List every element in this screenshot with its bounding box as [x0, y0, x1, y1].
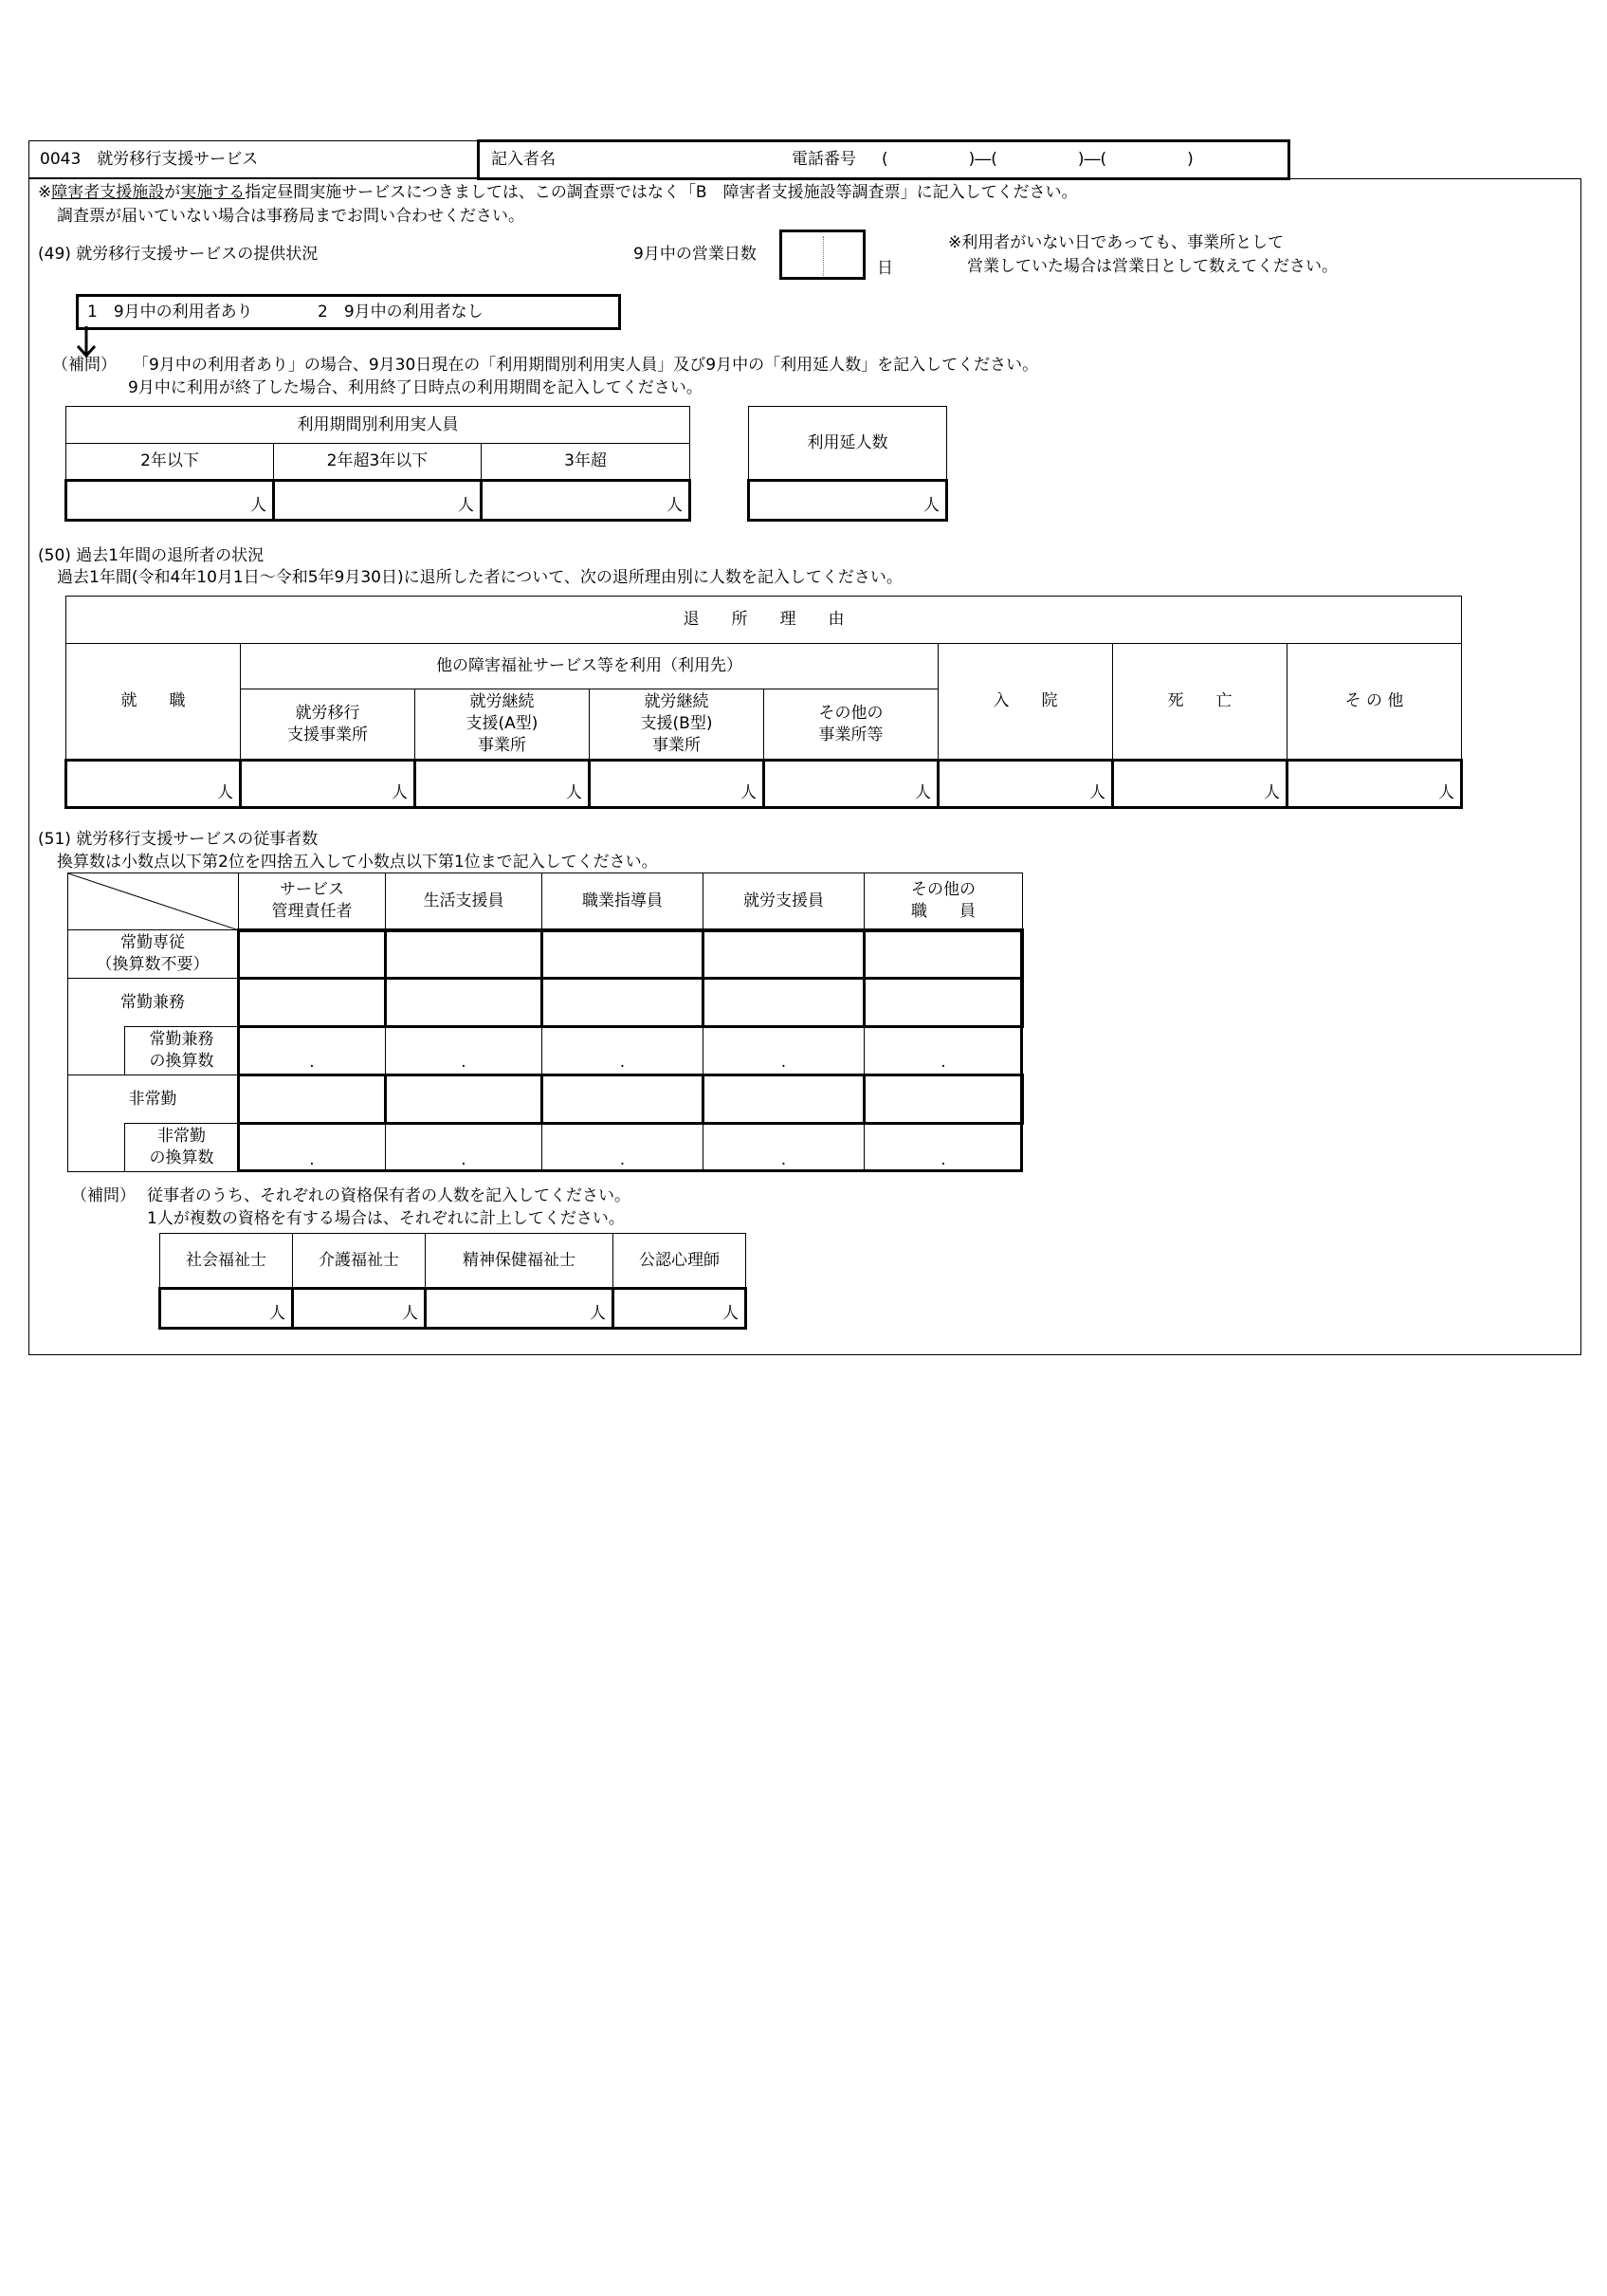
notice-line-1: ※障害者支援施設が実施する指定昼間実施サービスにつきましては、この調査票ではなく「B 障害者支援施設等調査票」に記入してください。	[38, 183, 1078, 202]
q51-fulltime-input-3[interactable]	[542, 930, 703, 979]
q51-col-other-staff: その他の 職 員	[865, 873, 1023, 930]
q51-concurrent-conv-input-3[interactable]: .	[542, 1027, 703, 1075]
down-arrow-icon	[74, 326, 99, 358]
phone-format[interactable]: ( )―( )―( )	[882, 150, 1194, 169]
q50-input-hospital[interactable]: 人	[939, 761, 1113, 808]
q51-indent-cell-1	[68, 1027, 125, 1075]
diagonal-line-icon	[68, 873, 239, 930]
q50-table	[64, 596, 1463, 809]
q50-col-death: 死 亡	[1113, 644, 1287, 761]
q51-row-parttime-conv: 非常勤 の換算数	[125, 1124, 239, 1172]
q51-table	[67, 872, 1024, 1172]
q51-parttime-conv-input-1[interactable]: .	[239, 1124, 386, 1172]
period-col-2: 2年超3年以下	[274, 444, 482, 481]
qual-col-social-worker: 社会福祉士	[160, 1234, 293, 1289]
q49-note-1: ※利用者がいない日であっても、事業所として	[948, 233, 1285, 252]
period-input-3[interactable]: 人	[482, 481, 690, 521]
q50-input-sub-4[interactable]: 人	[764, 761, 939, 808]
q51-row-fulltime: 常勤専従 （換算数不要）	[68, 930, 239, 979]
q51-parttime-conv-input-5[interactable]: .	[865, 1124, 1023, 1172]
form-code-title: 0043 就労移行支援サービス	[40, 150, 259, 169]
q51-fulltime-input-4[interactable]	[703, 930, 865, 979]
recorder-name-input[interactable]	[569, 145, 782, 175]
q51-parttime-input-3[interactable]	[542, 1075, 703, 1124]
qual-input-3[interactable]: 人	[426, 1289, 613, 1329]
q51-parttime-input-1[interactable]	[239, 1075, 386, 1124]
q51-col-service-manager: サービス 管理責任者	[239, 873, 386, 930]
q51-supp-1: 従事者のうち、それぞれの資格保有者の人数を記入してください。	[147, 1186, 630, 1205]
q51-parttime-conv-input-4[interactable]: .	[703, 1124, 865, 1172]
q50-col-hospital: 入 院	[939, 644, 1113, 761]
q49-supp-label: （補問）	[52, 356, 117, 375]
qual-col-psych-social-worker: 精神保健福祉士	[426, 1234, 613, 1289]
q50-col-other: そ の 他	[1287, 644, 1462, 761]
q49-title: (49) 就労移行支援サービスの提供状況	[38, 245, 319, 264]
q49-days-unit: 日	[877, 259, 893, 278]
q51-row-concurrent-conv: 常勤兼務 の換算数	[125, 1027, 239, 1075]
q51-col-vocational: 職業指導員	[542, 873, 703, 930]
q51-concurrent-input-2[interactable]	[386, 979, 542, 1027]
period-input-2[interactable]: 人	[274, 481, 482, 521]
qual-input-1[interactable]: 人	[160, 1289, 293, 1329]
q50-input-other[interactable]: 人	[1287, 761, 1462, 808]
q51-concurrent-conv-input-4[interactable]: .	[703, 1027, 865, 1075]
q50-sub-col-1: 就労移行 支援事業所	[241, 689, 415, 761]
q51-qualification-table	[158, 1233, 747, 1330]
qual-input-4[interactable]: 人	[613, 1289, 746, 1329]
qual-col-care-worker: 介護福祉士	[293, 1234, 426, 1289]
recorder-label: 記入者名	[491, 150, 556, 169]
q51-col-employment-support: 就労支援員	[703, 873, 865, 930]
q51-supp-2: 1人が複数の資格を有する場合は、それぞれに計上してください。	[147, 1209, 625, 1228]
q49-days-input-box[interactable]	[779, 230, 866, 280]
qual-input-2[interactable]: 人	[293, 1289, 426, 1329]
q49-period-table	[64, 406, 691, 522]
q51-fulltime-input-1[interactable]	[239, 930, 386, 979]
q51-concurrent-input-3[interactable]	[542, 979, 703, 1027]
q51-concurrent-input-5[interactable]	[865, 979, 1023, 1027]
q51-parttime-input-5[interactable]	[865, 1075, 1023, 1124]
q51-parttime-input-4[interactable]	[703, 1075, 865, 1124]
q49-supp-1: 「9月中の利用者あり」の場合、9月30日現在の「利用期間別利用実人員」及び9月中の「利用延人数」を記入してください。	[133, 356, 1039, 375]
q51-concurrent-input-1[interactable]	[239, 979, 386, 1027]
q49-days-label: 9月中の営業日数	[633, 245, 757, 264]
q50-input-sub-2[interactable]: 人	[415, 761, 590, 808]
q51-fulltime-input-2[interactable]	[386, 930, 542, 979]
q51-indent-cell-2	[68, 1124, 125, 1172]
q51-concurrent-conv-input-5[interactable]: .	[865, 1027, 1023, 1075]
q51-row-fulltime-concurrent: 常勤兼務	[68, 979, 239, 1027]
phone-label: 電話番号	[792, 150, 856, 169]
q51-desc: 換算数は小数点以下第2位を四捨五入して小数点以下第1位まで記入してください。	[57, 853, 658, 872]
q51-corner-cell	[68, 873, 239, 930]
q51-fulltime-input-5[interactable]	[865, 930, 1023, 979]
q50-title: (50) 過去1年間の退所者の状況	[38, 546, 265, 565]
qual-col-psychologist: 公認心理師	[613, 1234, 746, 1289]
period-header: 利用期間別利用実人員	[66, 407, 690, 444]
period-input-1[interactable]: 人	[66, 481, 274, 521]
q51-supp-label: （補問）	[71, 1186, 136, 1205]
q50-input-sub-1[interactable]: 人	[241, 761, 415, 808]
q50-input-sub-3[interactable]: 人	[590, 761, 764, 808]
q51-parttime-conv-input-2[interactable]: .	[386, 1124, 542, 1172]
q51-concurrent-conv-input-1[interactable]: .	[239, 1027, 386, 1075]
q50-input-death[interactable]: 人	[1113, 761, 1287, 808]
q50-desc: 過去1年間(令和4年10月1日～令和5年9月30日)に退所した者について、次の退所理由別に人数を記入してください。	[57, 568, 903, 587]
q50-other-services-header: 他の障害福祉サービス等を利用（利用先）	[241, 644, 939, 689]
q51-parttime-input-2[interactable]	[386, 1075, 542, 1124]
q49-option-1[interactable]: 1 9月中の利用者あり	[87, 303, 253, 321]
total-header: 利用延人数	[749, 407, 947, 481]
q50-sub-col-4: その他の 事業所等	[764, 689, 939, 761]
q49-option-2[interactable]: 2 9月中の利用者なし	[318, 303, 484, 321]
notice-line-2: 調査票が届いていない場合は事務局までお問い合わせください。	[57, 207, 524, 226]
period-col-3: 3年超	[482, 444, 690, 481]
q50-sub-col-3: 就労継続 支援(B型) 事業所	[590, 689, 764, 761]
q51-col-life-support: 生活支援員	[386, 873, 542, 930]
q49-note-2: 営業していた場合は営業日として数えてください。	[967, 257, 1338, 276]
q50-sub-col-2: 就労継続 支援(A型) 事業所	[415, 689, 590, 761]
q51-concurrent-input-4[interactable]	[703, 979, 865, 1027]
period-col-1: 2年以下	[66, 444, 274, 481]
q50-col-employment: 就 職	[66, 644, 241, 761]
total-input[interactable]: 人	[749, 481, 947, 521]
q50-reason-header: 退 所 理 由	[66, 597, 1462, 644]
q51-row-parttime: 非常勤	[68, 1075, 239, 1124]
q50-input-employment[interactable]: 人	[66, 761, 241, 808]
q49-total-table	[747, 406, 948, 522]
q51-concurrent-conv-input-2[interactable]: .	[386, 1027, 542, 1075]
q51-title: (51) 就労移行支援サービスの従事者数	[38, 830, 319, 849]
q49-supp-2: 9月中に利用が終了した場合、利用終了日時点の利用期間を記入してください。	[128, 378, 703, 397]
q51-parttime-conv-input-3[interactable]: .	[542, 1124, 703, 1172]
